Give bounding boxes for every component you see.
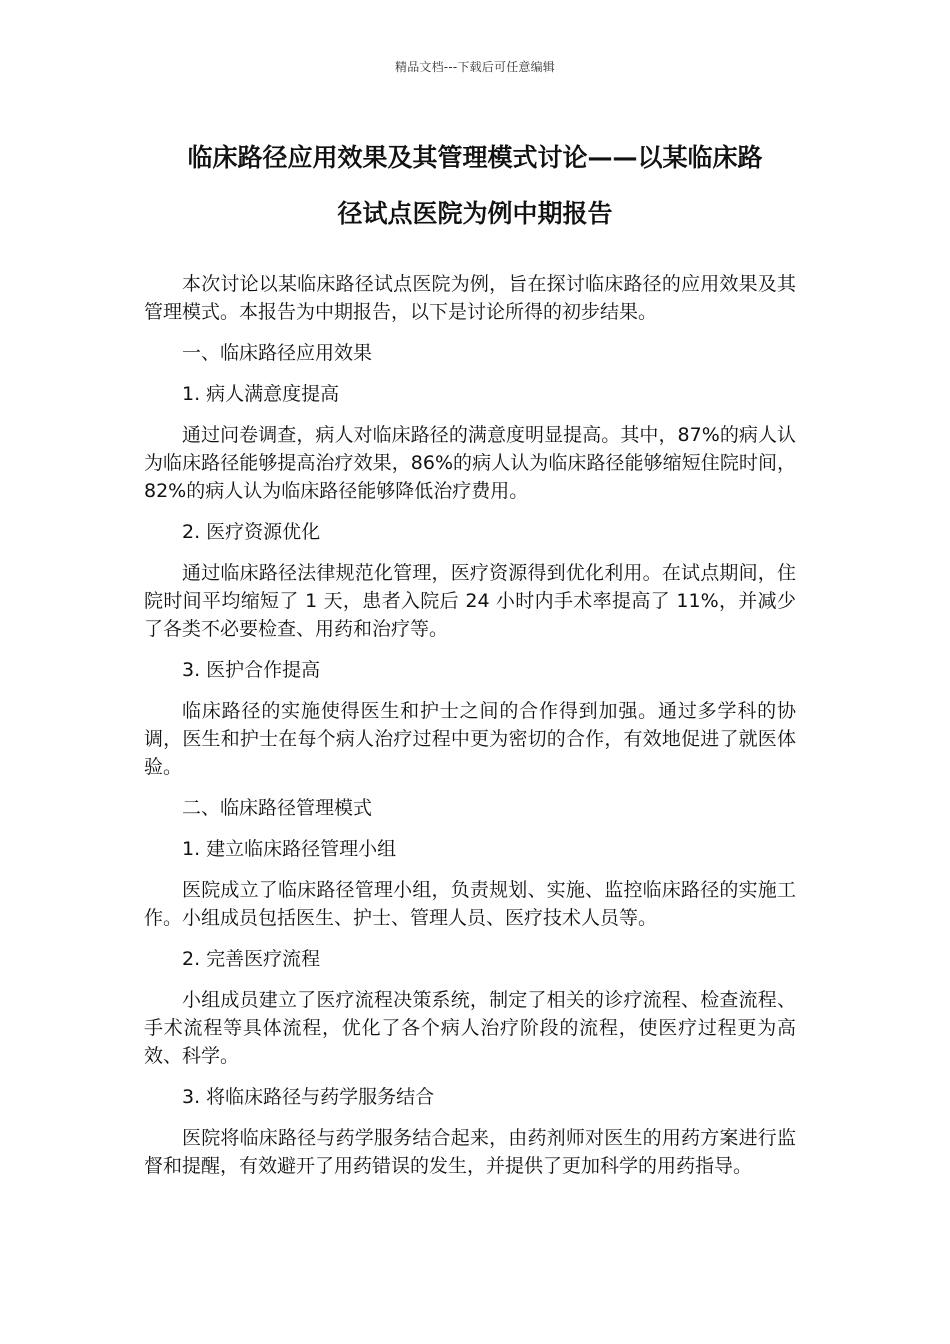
paragraph-1-1: 通过问卷调查，病人对临床路径的满意度明显提高。其中，87%的病人认为临床路径能够提高治疗效果，86%的病人认为临床路径能够缩短住院时间，82%的病人认为临床路径能够降低治疗费用。 — [144, 424, 796, 502]
subheading-1-2: 2. 医疗资源优化 — [182, 521, 321, 543]
title-line-1: 临床路径应用效果及其管理模式讨论——以某临床路 — [187, 143, 763, 172]
paragraph-2-1: 医院成立了临床路径管理小组，负责规划、实施、监控临床路径的实施工作。小组成员包括医生、护士、管理人员、医疗技术人员等。 — [144, 879, 796, 929]
paragraph-intro: 本次讨论以某临床路径试点医院为例，旨在探讨临床路径的应用效果及其管理模式。本报告为中期报告，以下是讨论所得的初步结果。 — [144, 273, 796, 323]
header-note: 精品文档---下载后可任意编辑 — [395, 60, 555, 74]
document-body — [144, 270, 796, 1193]
paragraph-1-3: 临床路径的实施使得医生和护士之间的合作得到加强。通过多学科的协调，医生和护士在每个病人治疗过程中更为密切的合作，有效地促进了就医体验。 — [144, 700, 796, 778]
paragraph-1-2: 通过临床路径法律规范化管理，医疗资源得到优化利用。在试点期间，住院时间平均缩短了 1 天，患者入院后 24 小时内手术率提高了 11%，并减少了各类不必要检查、用药和治疗等。 — [144, 562, 796, 640]
subheading-2-3: 3. 将临床路径与药学服务结合 — [182, 1086, 435, 1108]
document-title — [120, 130, 830, 242]
paragraph-2-3: 医院将临床路径与药学服务结合起来，由药剂师对医生的用药方案进行监督和提醒，有效避开了用药错误的发生，并提供了更加科学的用药指导。 — [144, 1127, 796, 1177]
section-heading-2: 二、临床路径管理模式 — [182, 797, 373, 819]
subheading-2-2: 2. 完善医疗流程 — [182, 948, 321, 970]
section-heading-1: 一、临床路径应用效果 — [182, 342, 373, 364]
subheading-1-1: 1. 病人满意度提高 — [182, 383, 340, 405]
subheading-2-1: 1. 建立临床路径管理小组 — [182, 838, 397, 860]
paragraph-2-2: 小组成员建立了医疗流程决策系统，制定了相关的诊疗流程、检查流程、手术流程等具体流程，优化了各个病人治疗阶段的流程，使医疗过程更为高效、科学。 — [144, 989, 796, 1067]
subheading-1-3: 3. 医护合作提高 — [182, 659, 321, 681]
title-line-2: 径试点医院为例中期报告 — [337, 199, 613, 228]
